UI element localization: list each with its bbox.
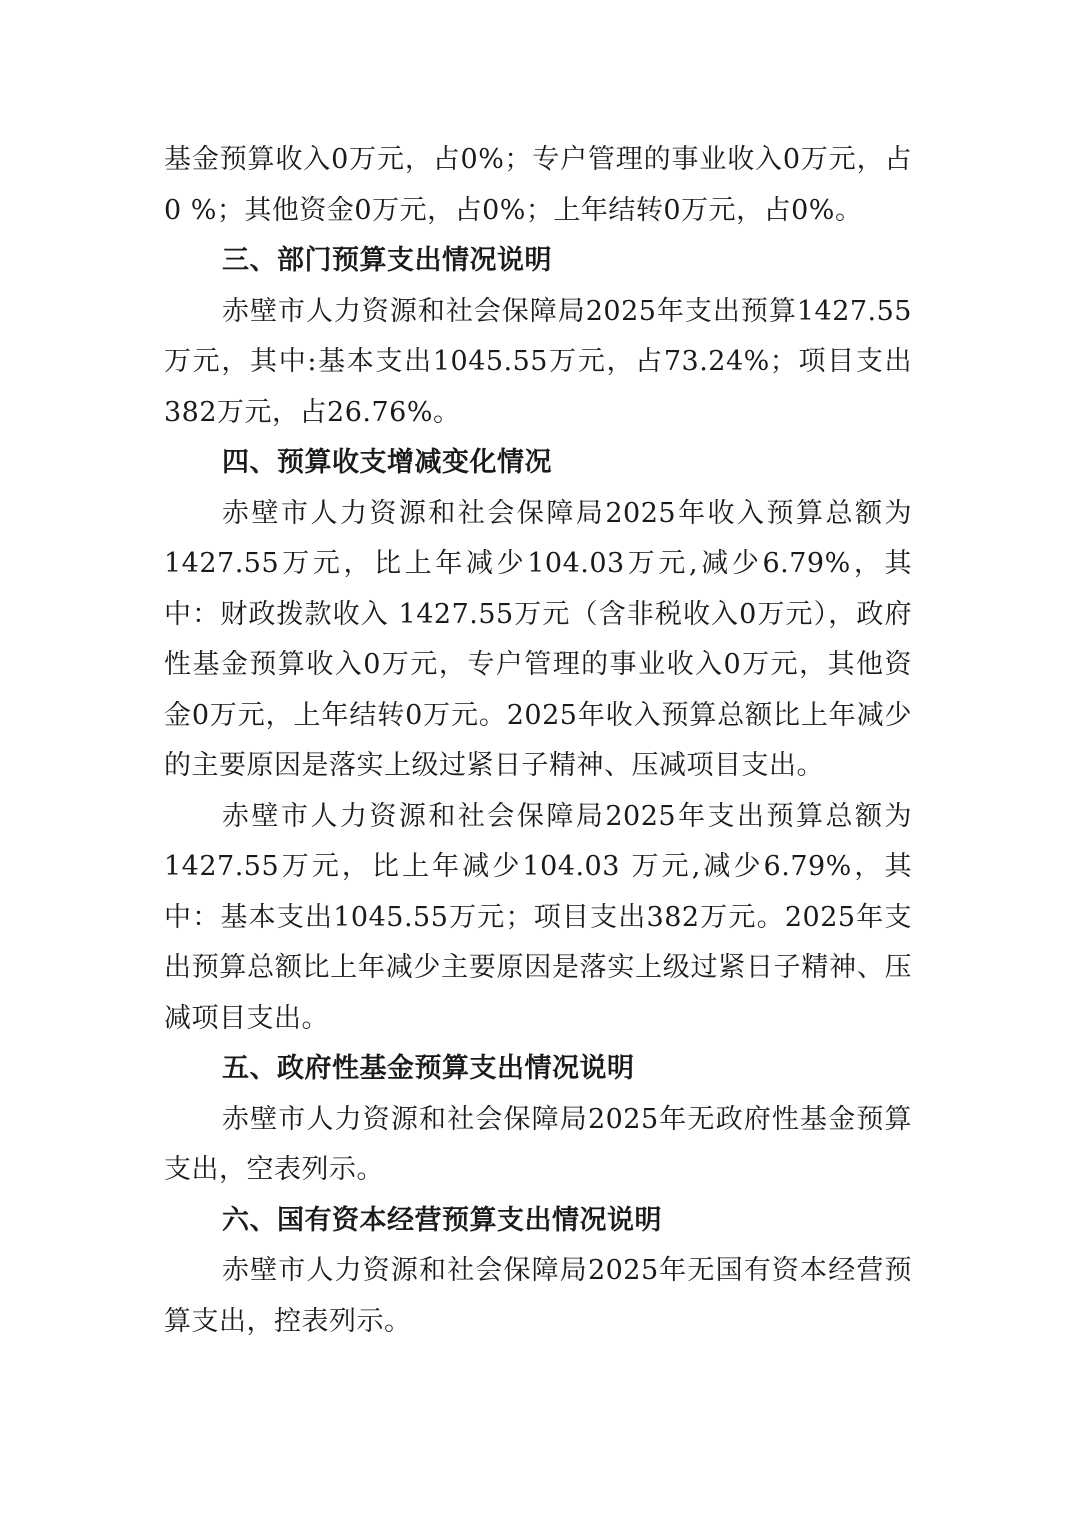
section-5-paragraph: 赤壁市人力资源和社会保障局2025年无政府性基金预算支出，空表列示。 xyxy=(164,1103,912,1185)
continuation-paragraph: 基金预算收入0万元，占0%；专户管理的事业收入0万元，占0 %；其他资金0万元，占0%；上年结转0万元，占0%。 xyxy=(164,144,912,226)
document-body xyxy=(164,135,912,1347)
section-6-paragraph: 赤壁市人力资源和社会保障局2025年无国有资本经营预算支出，控表列示。 xyxy=(164,1255,912,1337)
section-heading-3: 三、部门预算支出情况说明 xyxy=(222,245,552,276)
section-heading-6: 六、国有资本经营预算支出情况说明 xyxy=(222,1204,662,1236)
section-4-paragraph-expense: 赤壁市人力资源和社会保障局2025年支出预算总额为1427.55万元，比上年减少104.03 万元,减少6.79%，其中：基本支出1045.55万元；项目支出382万元。2025年支出预算总额比上年减少主要原因是落实上级过紧日子精神、压减项目支出。 xyxy=(164,800,912,1034)
section-heading-5: 五、政府性基金预算支出情况说明 xyxy=(222,1053,635,1084)
section-3-paragraph: 赤壁市人力资源和社会保障局2025年支出预算1427.55万元，其中:基本支出1045.55万元，占73.24%；项目支出382万元，占26.76%。 xyxy=(164,295,912,428)
section-heading-4: 四、预算收支增减变化情况 xyxy=(222,447,552,478)
section-4-paragraph-income: 赤壁市人力资源和社会保障局2025年收入预算总额为1427.55万元，比上年减少104.03万元,减少6.79%，其中：财政拨款收入 1427.55万元（含非税收入0万元），政府性基金预算收入0万元，专户管理的事业收入0万元，其他资金0万元，上年结转0万元。2025年收入预算总额比上年减少的主要原因是落实上级过紧日子精神、压减项目支出。 xyxy=(164,497,912,781)
